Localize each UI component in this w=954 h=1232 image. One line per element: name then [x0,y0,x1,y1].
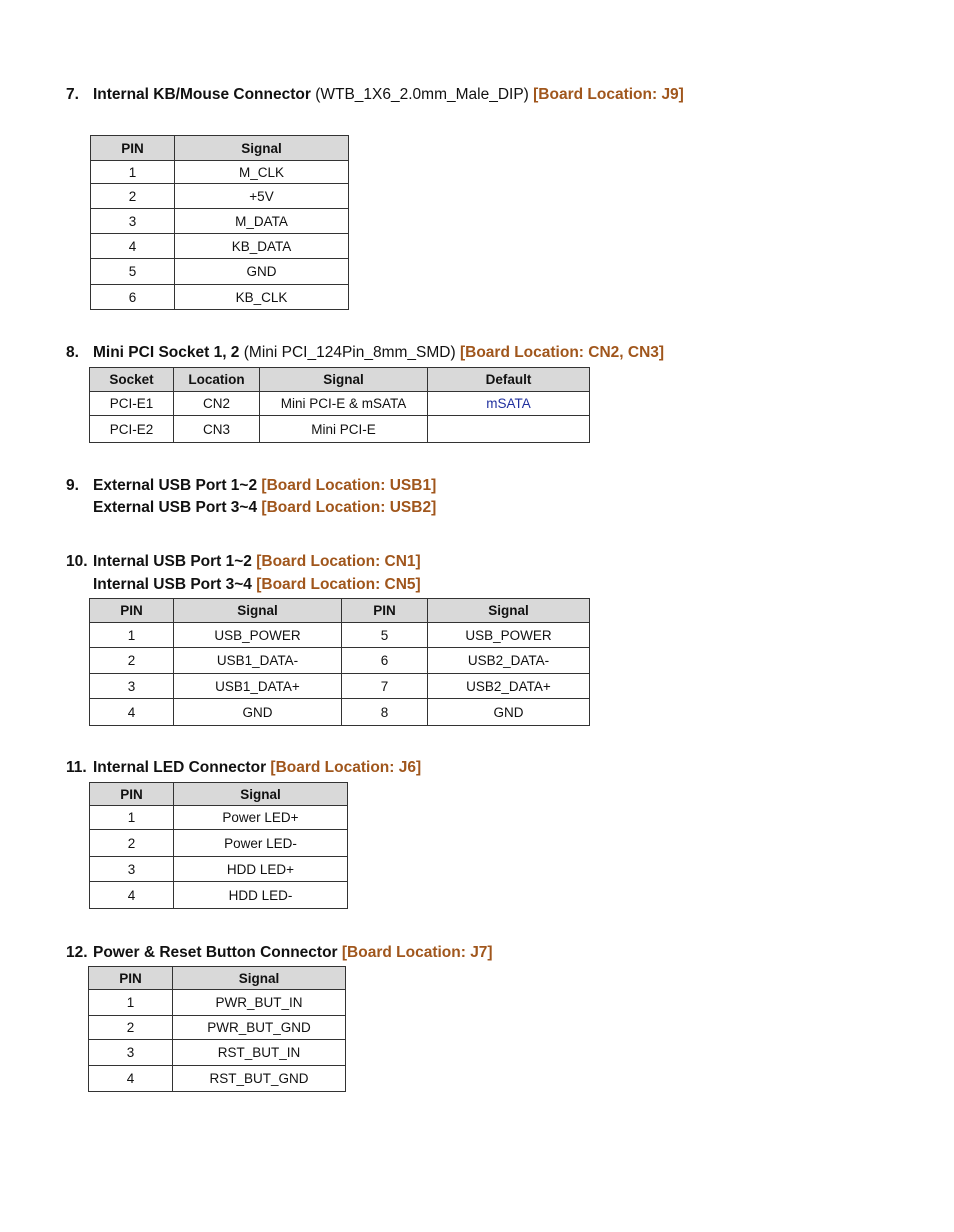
pin-cell: 3 [90,674,174,699]
column-header: PIN [90,599,174,623]
default-cell: mSATA [428,392,590,416]
column-header: Signal [260,368,428,392]
signal-cell: M_CLK [175,161,349,184]
board-location: [Board Location: USB2] [261,499,437,516]
section-title: Internal LED Connector [93,759,267,776]
section-number: 10. [66,553,88,570]
pin-cell: 4 [90,699,174,726]
board-location: [Board Location: J7] [341,944,493,961]
section-title: Internal USB Port 1~2 [93,553,252,570]
socket-cell: PCI-E2 [90,416,174,443]
section-number: 12. [66,944,88,961]
pin-cell: 8 [342,699,428,726]
signal-cell: KB_CLK [175,285,349,310]
board-location: [Board Location: CN5] [256,576,421,593]
table-row [90,830,348,857]
section-subtitle: (WTB_1X6_2.0mm_Male_DIP) [315,86,529,103]
table-row [91,209,349,234]
pin-cell: 6 [342,648,428,674]
section-8-heading [66,344,664,362]
table-row [89,1040,346,1066]
pin-cell: 5 [91,259,175,285]
location-cell: CN3 [174,416,260,443]
table-row [90,699,590,726]
signal-cell: Power LED+ [174,806,348,830]
table-row [91,161,349,184]
table-row [90,674,590,699]
section-title: Internal KB/Mouse Connector [93,86,311,103]
column-header: Signal [428,599,590,623]
table-row [89,1066,346,1092]
column-header: PIN [342,599,428,623]
location-cell: CN2 [174,392,260,416]
table-row [91,234,349,259]
pin-cell: 2 [90,830,174,857]
section-title: External USB Port 1~2 [93,477,258,494]
table-row [90,882,348,909]
section-title: Internal USB Port 3~4 [93,576,252,593]
signal-cell: USB1_DATA- [174,648,342,674]
kb-mouse-pin-table [90,135,349,310]
section-title: External USB Port 3~4 [93,499,258,516]
column-header: Signal [174,783,348,806]
signal-cell: RST_BUT_GND [173,1066,346,1092]
signal-cell: GND [175,259,349,285]
pin-cell: 4 [89,1066,173,1092]
signal-cell: USB2_DATA+ [428,674,590,699]
pin-cell: 3 [89,1040,173,1066]
section-9-subline [93,499,436,517]
table-row [91,259,349,285]
table-row [89,1016,346,1040]
section-number: 11. [66,759,87,776]
table-row [89,990,346,1016]
signal-cell: USB_POWER [174,623,342,648]
section-title: Mini PCI Socket 1, 2 [93,344,240,361]
section-10-subline [93,576,421,594]
table-row [90,857,348,882]
column-header: Location [174,368,260,392]
table-row [90,416,590,443]
pin-cell: 7 [342,674,428,699]
led-connector-table [89,782,348,909]
table-row [90,392,590,416]
pin-cell: 4 [90,882,174,909]
pin-cell: 1 [90,623,174,648]
pin-cell: 6 [91,285,175,310]
column-header: Signal [174,599,342,623]
signal-cell: USB2_DATA- [428,648,590,674]
socket-cell: PCI-E1 [90,392,174,416]
section-title: Power & Reset Button Connector [93,944,338,961]
board-location: [Board Location: J6] [270,759,422,776]
signal-cell: Mini PCI-E [260,416,428,443]
pin-cell: 4 [91,234,175,259]
signal-cell: USB1_DATA+ [174,674,342,699]
section-12-heading [66,944,493,962]
signal-cell: Mini PCI-E & mSATA [260,392,428,416]
signal-cell: Power LED- [174,830,348,857]
section-9-heading [66,477,436,495]
pin-cell: 3 [90,857,174,882]
column-header: Socket [90,368,174,392]
signal-cell: M_DATA [175,209,349,234]
signal-cell: HDD LED- [174,882,348,909]
column-header: Default [428,368,590,392]
power-reset-table [88,966,346,1092]
table-row [91,184,349,209]
pin-cell: 3 [91,209,175,234]
section-number: 7. [66,86,79,103]
column-header: PIN [89,967,173,990]
table-row [90,648,590,674]
board-location: [Board Location: CN1] [256,553,421,570]
column-header: Signal [175,136,349,161]
section-subtitle: (Mini PCI_124Pin_8mm_SMD) [243,344,456,361]
mini-pci-socket-table [89,367,590,443]
signal-cell: GND [428,699,590,726]
table-row [91,285,349,310]
table-row [90,623,590,648]
signal-cell: GND [174,699,342,726]
signal-cell: PWR_BUT_GND [173,1016,346,1040]
internal-usb-table [89,598,590,726]
section-number: 8. [66,344,79,361]
pin-cell: 2 [90,648,174,674]
column-header: PIN [90,783,174,806]
signal-cell: KB_DATA [175,234,349,259]
pin-cell: 1 [89,990,173,1016]
pin-cell: 1 [91,161,175,184]
default-cell [428,416,590,443]
column-header: Signal [173,967,346,990]
table-row [90,806,348,830]
signal-cell: PWR_BUT_IN [173,990,346,1016]
board-location: [Board Location: CN2, CN3] [459,344,665,361]
board-location: [Board Location: J9] [533,86,684,103]
section-11-heading [66,759,421,777]
pin-cell: 1 [90,806,174,830]
board-location: [Board Location: USB1] [261,477,437,494]
pin-cell: 5 [342,623,428,648]
signal-cell: +5V [175,184,349,209]
signal-cell: RST_BUT_IN [173,1040,346,1066]
signal-cell: USB_POWER [428,623,590,648]
column-header: PIN [91,136,175,161]
section-7-heading [66,86,684,104]
signal-cell: HDD LED+ [174,857,348,882]
pin-cell: 2 [91,184,175,209]
section-10-heading [66,553,421,571]
pin-cell: 2 [89,1016,173,1040]
section-number: 9. [66,477,79,494]
